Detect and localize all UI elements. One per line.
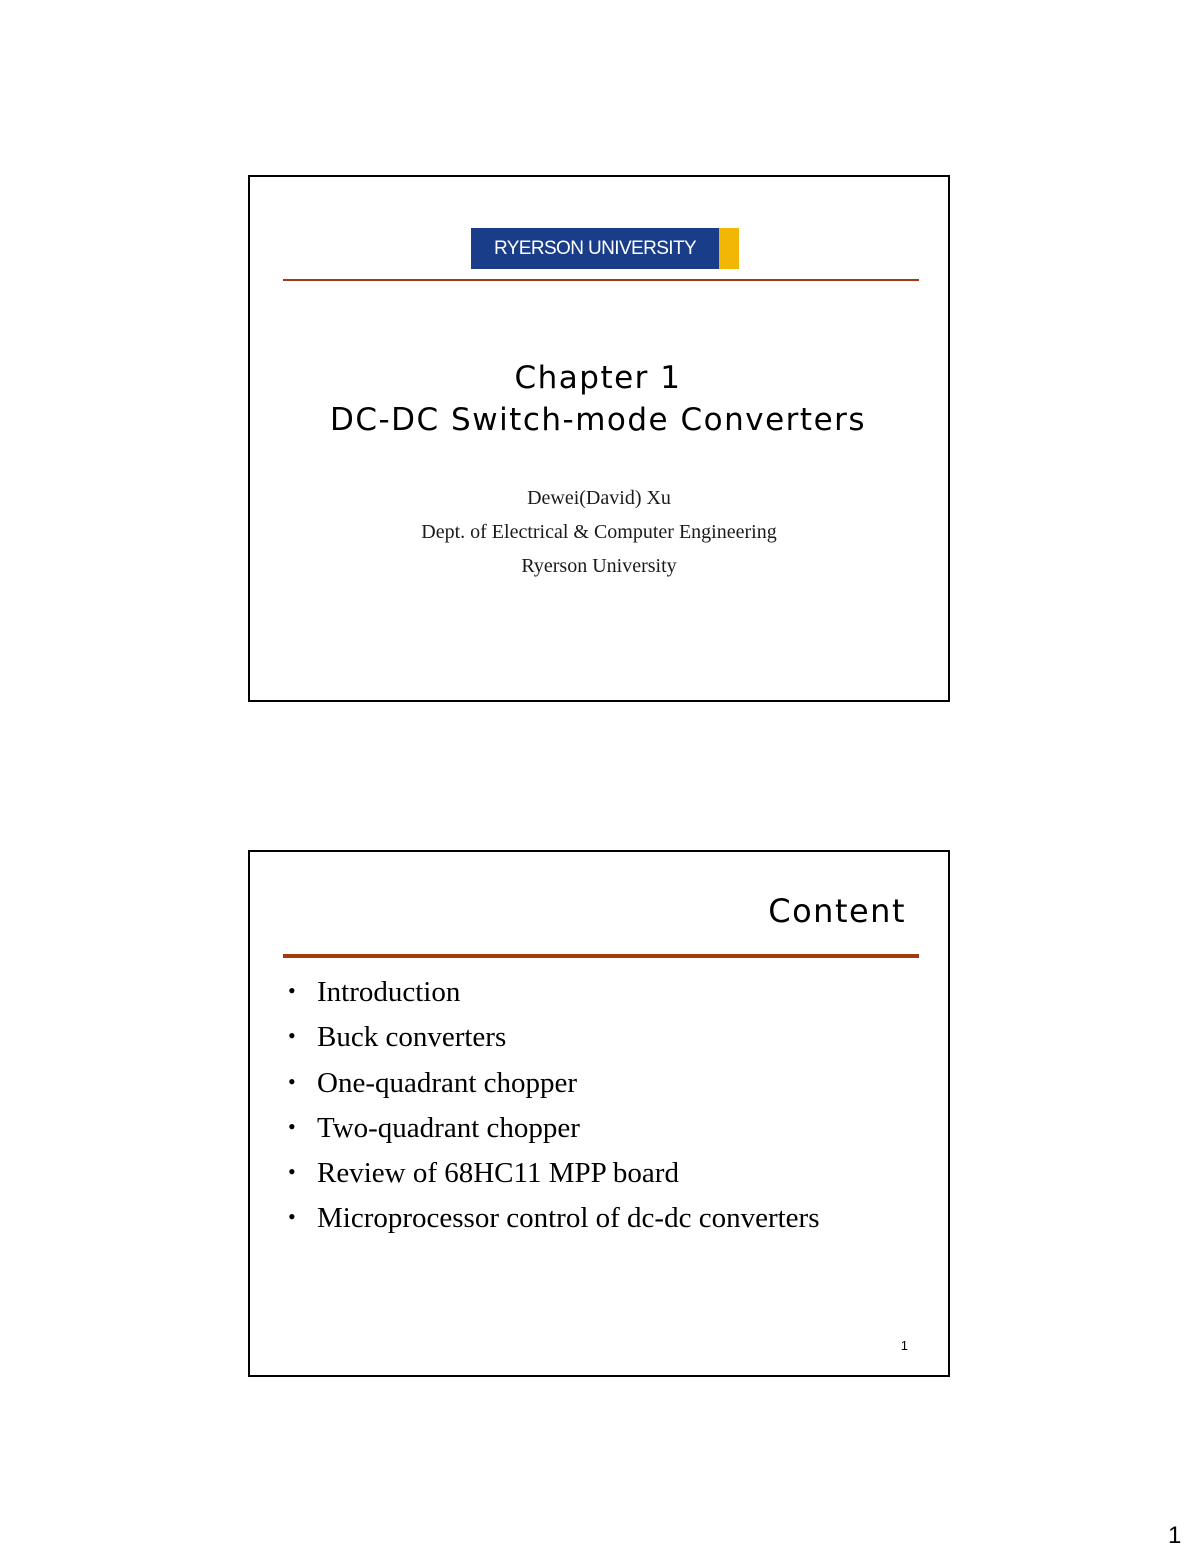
bullet-icon: •: [288, 1204, 296, 1230]
title-slide: [248, 175, 950, 702]
header-rule: [283, 954, 919, 958]
bullet-icon: •: [288, 1159, 296, 1185]
list-item: [288, 1157, 819, 1202]
page-number: 1: [1168, 1522, 1182, 1549]
chapter-title: DC-DC Switch-mode Converters: [329, 402, 867, 438]
author-name: Dewei(David) Xu: [527, 487, 671, 509]
list-item: [288, 1202, 819, 1247]
list-item-text: Two-quadrant chopper: [317, 1111, 580, 1144]
list-item: [288, 1021, 819, 1066]
list-item-text: Microprocessor control of dc-dc converters: [317, 1202, 820, 1235]
bullet-icon: •: [288, 1023, 296, 1049]
list-item-text: Introduction: [317, 976, 461, 1008]
chapter-label: Chapter 1: [514, 360, 682, 396]
bullet-icon: •: [288, 1068, 296, 1094]
slide-title: Content: [768, 892, 906, 930]
bullet-icon: •: [288, 978, 296, 1003]
logo-text: RYERSON UNIVERSITY: [471, 228, 719, 269]
bullet-list: [288, 976, 819, 1248]
logo-gold-bar: [719, 228, 739, 269]
slide-number: 1: [900, 1338, 908, 1353]
university-logo: [471, 228, 739, 269]
department: Dept. of Electrical & Computer Engineering: [421, 521, 777, 543]
content-slide: [248, 850, 950, 1377]
list-item: [288, 1112, 819, 1157]
list-item-text: Buck converters: [317, 1021, 507, 1054]
list-item: [288, 976, 819, 1021]
slide-title: [250, 357, 948, 441]
header-rule: [283, 279, 919, 281]
institution: Ryerson University: [521, 555, 677, 577]
list-item-text: Review of 68HC11 MPP board: [317, 1157, 679, 1190]
author-info: [250, 481, 948, 583]
bullet-icon: •: [288, 1113, 296, 1139]
list-item-text: One-quadrant chopper: [317, 1066, 578, 1099]
list-item: [288, 1067, 819, 1112]
